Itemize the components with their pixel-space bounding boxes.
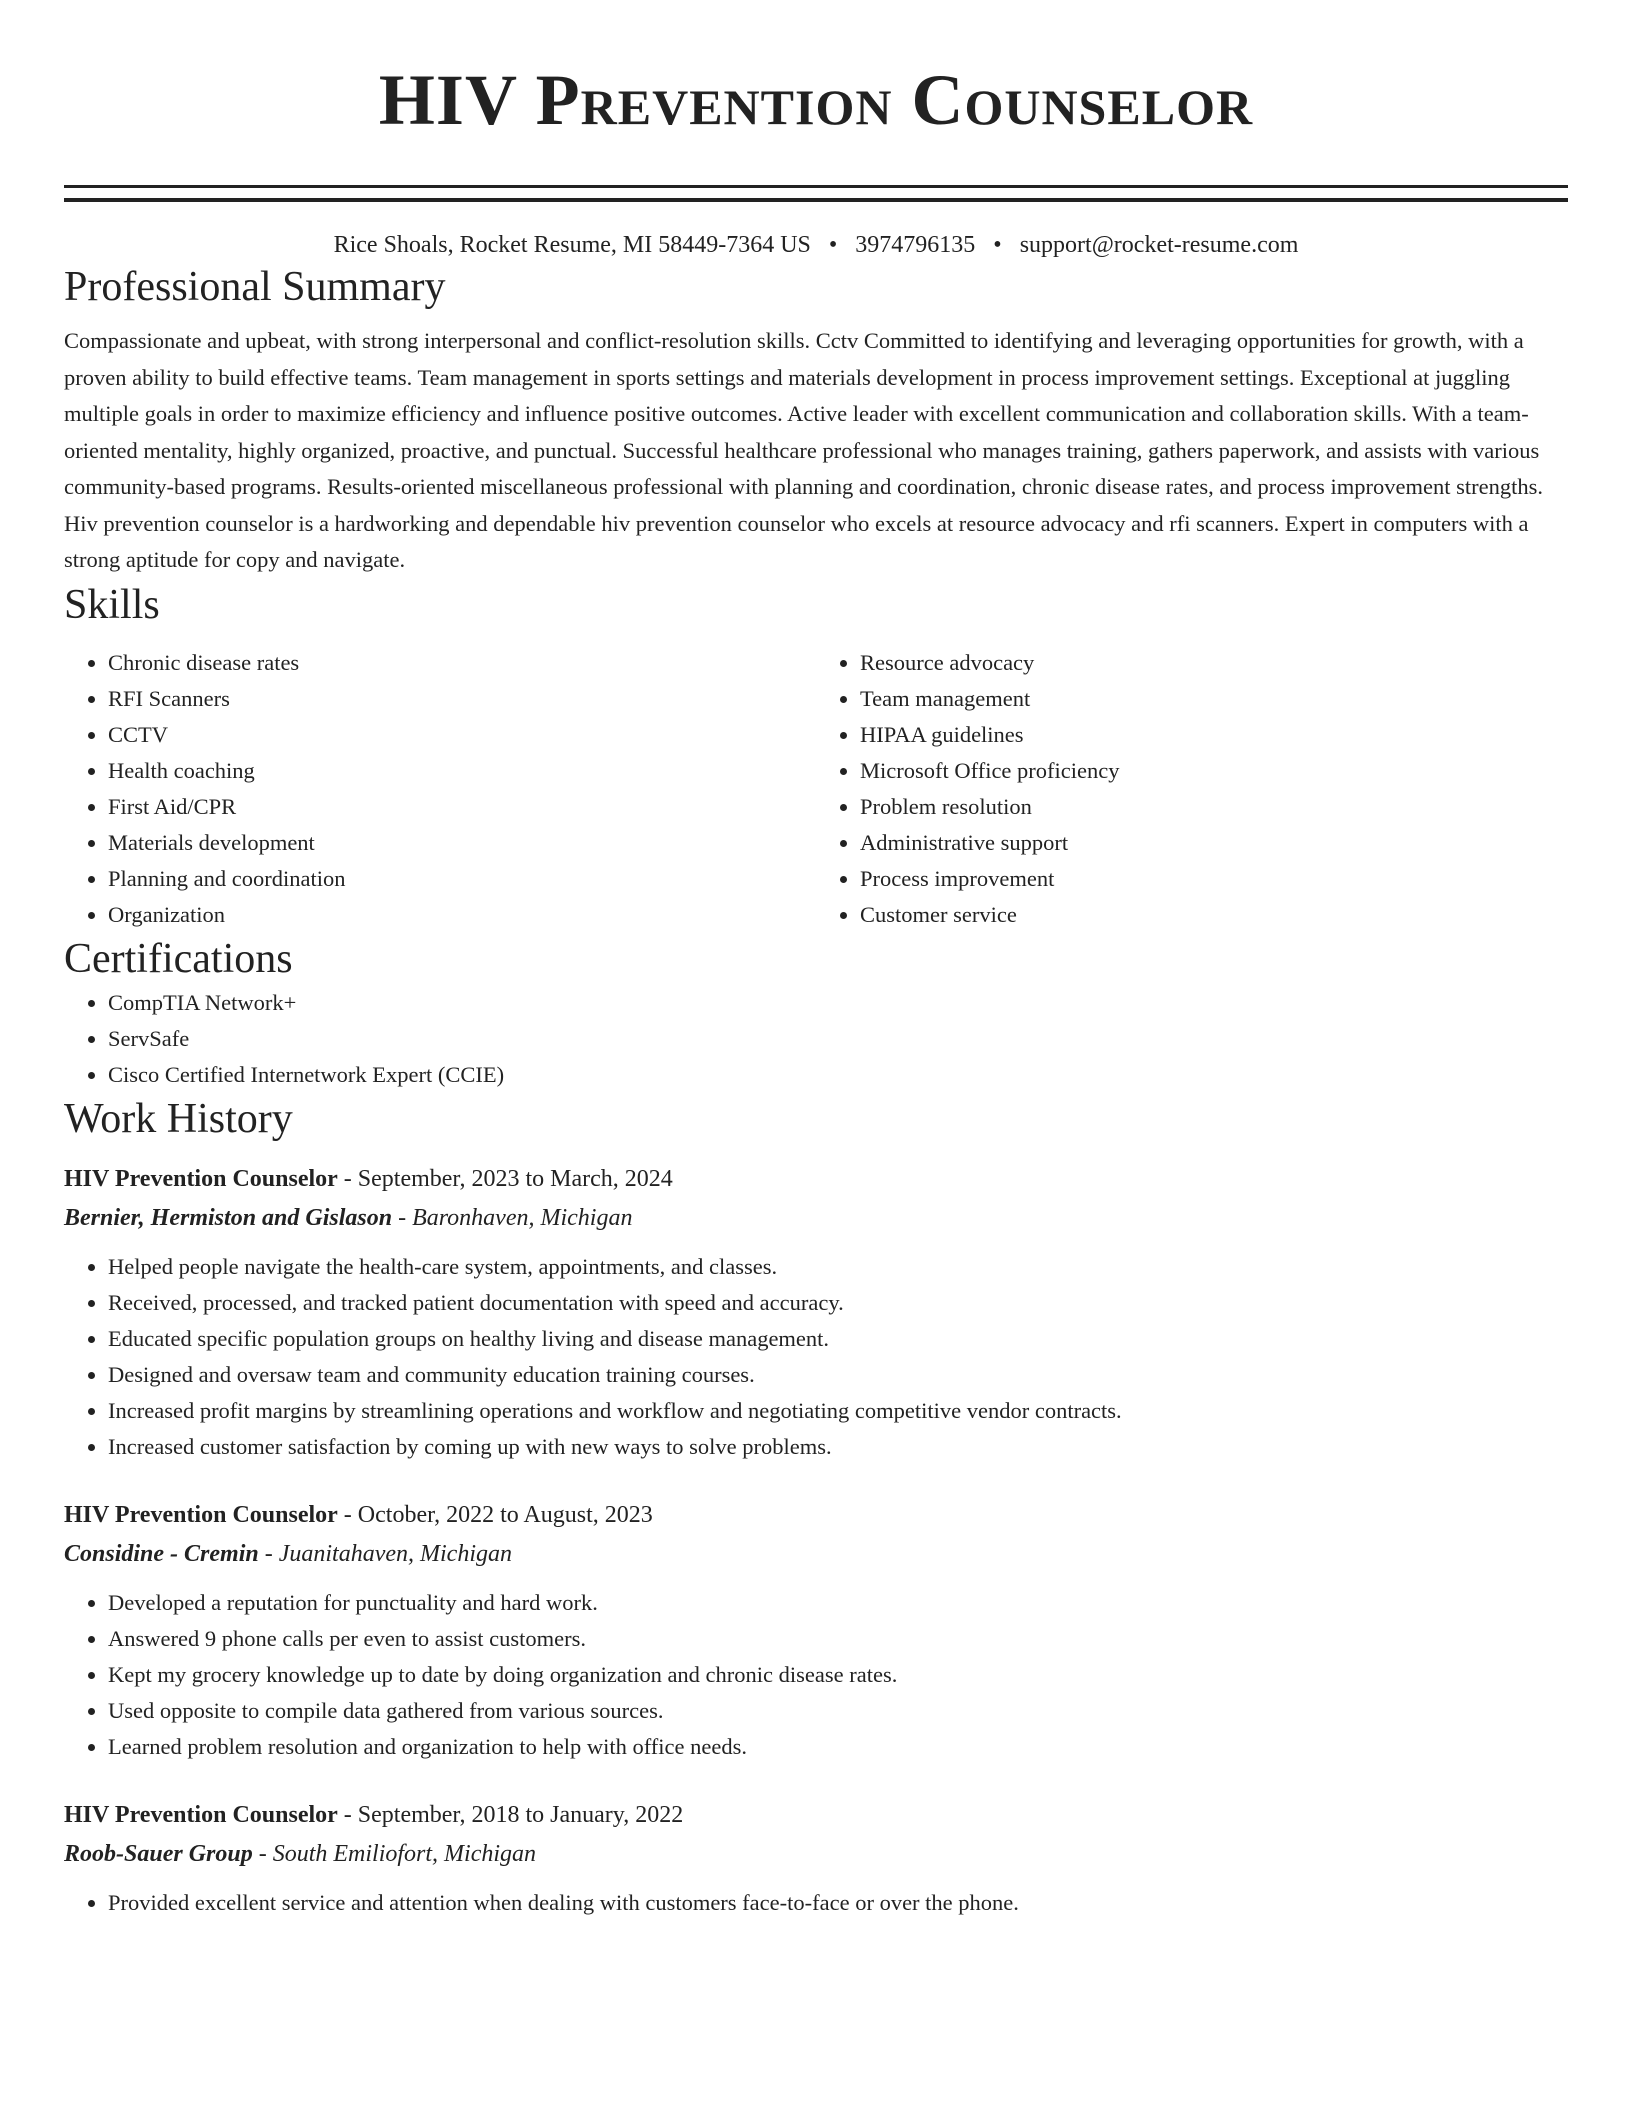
job-company: Roob-Sauer Group bbox=[64, 1840, 253, 1867]
skill-item: • Materials development bbox=[108, 825, 816, 861]
skill-item: • Process improvement bbox=[860, 861, 1568, 897]
summary-text: Compassionate and upbeat, with strong interpersonal and conflict-resolution skills. Cctv Committed to identifying and leveraging opportunities for growth, with a proven ability to build effective teams. Team management in sports settings and materials development in process improvement settings. Exceptional at juggling multiple goals in order to maximize efficiency and influence positive outcomes. Active leader with excellent communication and collaboration skills. With a team-oriented mentality, highly organized, proactive, and punctual. Successful healthcare professional who manages training, gathers paperwork, and assists with various community-based programs. Results-oriented miscellaneous professional with planning and coordination, chronic disease rates, and process improvement strengths. Hiv prevention counselor is a hardworking and dependable hiv prevention counselor who excels at resource advocacy and rfi scanners. Expert in computers with a strong aptitude for copy and navigate. bbox=[64, 328, 1544, 572]
work-history-list bbox=[64, 1159, 1568, 1921]
contact-email: support@rocket-resume.com bbox=[1019, 232, 1299, 258]
job-title: HIV Prevention Counselor bbox=[64, 1501, 338, 1528]
skills-columns bbox=[64, 645, 1568, 933]
job-duties-list bbox=[64, 1885, 1568, 1921]
job-duty-item: • Answered 9 phone calls per even to assist customers. bbox=[108, 1621, 1568, 1657]
contact-address: Rice Shoals, Rocket Resume, MI 58449-7364 US bbox=[333, 232, 811, 258]
skill-item: • Resource advocacy bbox=[860, 645, 1568, 681]
job-dates: - September, 2018 to January, 2022 bbox=[337, 1801, 684, 1828]
job-duties-list bbox=[64, 1585, 1568, 1765]
job-company: Bernier, Hermiston and Gislason bbox=[64, 1204, 393, 1231]
job-title-line bbox=[64, 1795, 1568, 1835]
skill-item: • First Aid/CPR bbox=[108, 789, 816, 825]
certifications-heading: Certifications bbox=[64, 935, 293, 982]
job-title-line bbox=[64, 1495, 1568, 1535]
job-duty-item: • Used opposite to compile data gathered from various sources. bbox=[108, 1693, 1568, 1729]
job-duty-item: • Learned problem resolution and organization to help with office needs. bbox=[108, 1729, 1568, 1765]
certification-item: • Cisco Certified Internetwork Expert (CCIE) bbox=[108, 1057, 1568, 1093]
job-company-line bbox=[64, 1199, 1568, 1237]
skill-item: • Customer service bbox=[860, 897, 1568, 933]
job-location: - Baronhaven, Michigan bbox=[392, 1204, 633, 1231]
job-dates: - October, 2022 to August, 2023 bbox=[337, 1501, 653, 1528]
job-duty-item: • Designed and oversaw team and community education training courses. bbox=[108, 1357, 1568, 1393]
contact-line bbox=[64, 229, 1568, 261]
job-duty-item: • Provided excellent service and attention when dealing with customers face-to-face or over the phone. bbox=[108, 1885, 1568, 1921]
summary-heading: Professional Summary bbox=[64, 264, 446, 310]
skill-item: • CCTV bbox=[108, 717, 816, 753]
skill-item: • RFI Scanners bbox=[108, 681, 816, 717]
skill-item: • Organization bbox=[108, 897, 816, 933]
contact-phone: 3974796135 bbox=[855, 232, 976, 258]
job-dates: - September, 2023 to March, 2024 bbox=[337, 1165, 673, 1192]
job-title-line bbox=[64, 1159, 1568, 1199]
skill-item: • Administrative support bbox=[860, 825, 1568, 861]
certifications-list bbox=[64, 985, 1568, 1093]
skill-item: • Microsoft Office proficiency bbox=[860, 753, 1568, 789]
job-company-line bbox=[64, 1535, 1568, 1573]
contact-separator: • bbox=[828, 232, 838, 258]
job-duty-item: • Educated specific population groups on healthy living and disease management. bbox=[108, 1321, 1568, 1357]
skill-item: • HIPAA guidelines bbox=[860, 717, 1568, 753]
skills-list-left bbox=[64, 645, 816, 933]
job-duties-list bbox=[64, 1249, 1568, 1465]
job-entry bbox=[64, 1495, 1568, 1765]
job-location: - Juanitahaven, Michigan bbox=[258, 1540, 512, 1567]
job-duty-item: • Kept my grocery knowledge up to date by doing organization and chronic disease rates. bbox=[108, 1657, 1568, 1693]
certification-item: • ServSafe bbox=[108, 1021, 1568, 1057]
resume-name: HIV Prevention Counselor bbox=[378, 60, 1254, 140]
skill-item: • Problem resolution bbox=[860, 789, 1568, 825]
job-duty-item: • Helped people navigate the health-care system, appointments, and classes. bbox=[108, 1249, 1568, 1285]
job-company: Considine - Cremin bbox=[64, 1540, 259, 1567]
header-double-rule bbox=[64, 185, 1568, 202]
work-history-heading: Work History bbox=[64, 1095, 293, 1142]
skills-heading: Skills bbox=[64, 581, 160, 628]
job-duty-item: • Received, processed, and tracked patient documentation with speed and accuracy. bbox=[108, 1285, 1568, 1321]
job-title: HIV Prevention Counselor bbox=[64, 1801, 338, 1828]
job-location: - South Emiliofort, Michigan bbox=[252, 1840, 537, 1867]
skill-item: • Team management bbox=[860, 681, 1568, 717]
job-duty-item: • Developed a reputation for punctuality and hard work. bbox=[108, 1585, 1568, 1621]
resume-page bbox=[64, 0, 1568, 1921]
job-duty-item: • Increased customer satisfaction by coming up with new ways to solve problems. bbox=[108, 1429, 1568, 1465]
skill-item: • Chronic disease rates bbox=[108, 645, 816, 681]
job-duty-item: • Increased profit margins by streamlining operations and workflow and negotiating competitive vendor contracts. bbox=[108, 1393, 1568, 1429]
skills-list-right bbox=[816, 645, 1568, 933]
job-entry bbox=[64, 1159, 1568, 1465]
skill-item: • Planning and coordination bbox=[108, 861, 816, 897]
contact-separator: • bbox=[993, 232, 1002, 258]
skill-item: • Health coaching bbox=[108, 753, 816, 789]
job-title: HIV Prevention Counselor bbox=[64, 1165, 338, 1192]
job-entry bbox=[64, 1795, 1568, 1921]
certification-item: • CompTIA Network+ bbox=[108, 985, 1568, 1021]
job-company-line bbox=[64, 1835, 1568, 1873]
